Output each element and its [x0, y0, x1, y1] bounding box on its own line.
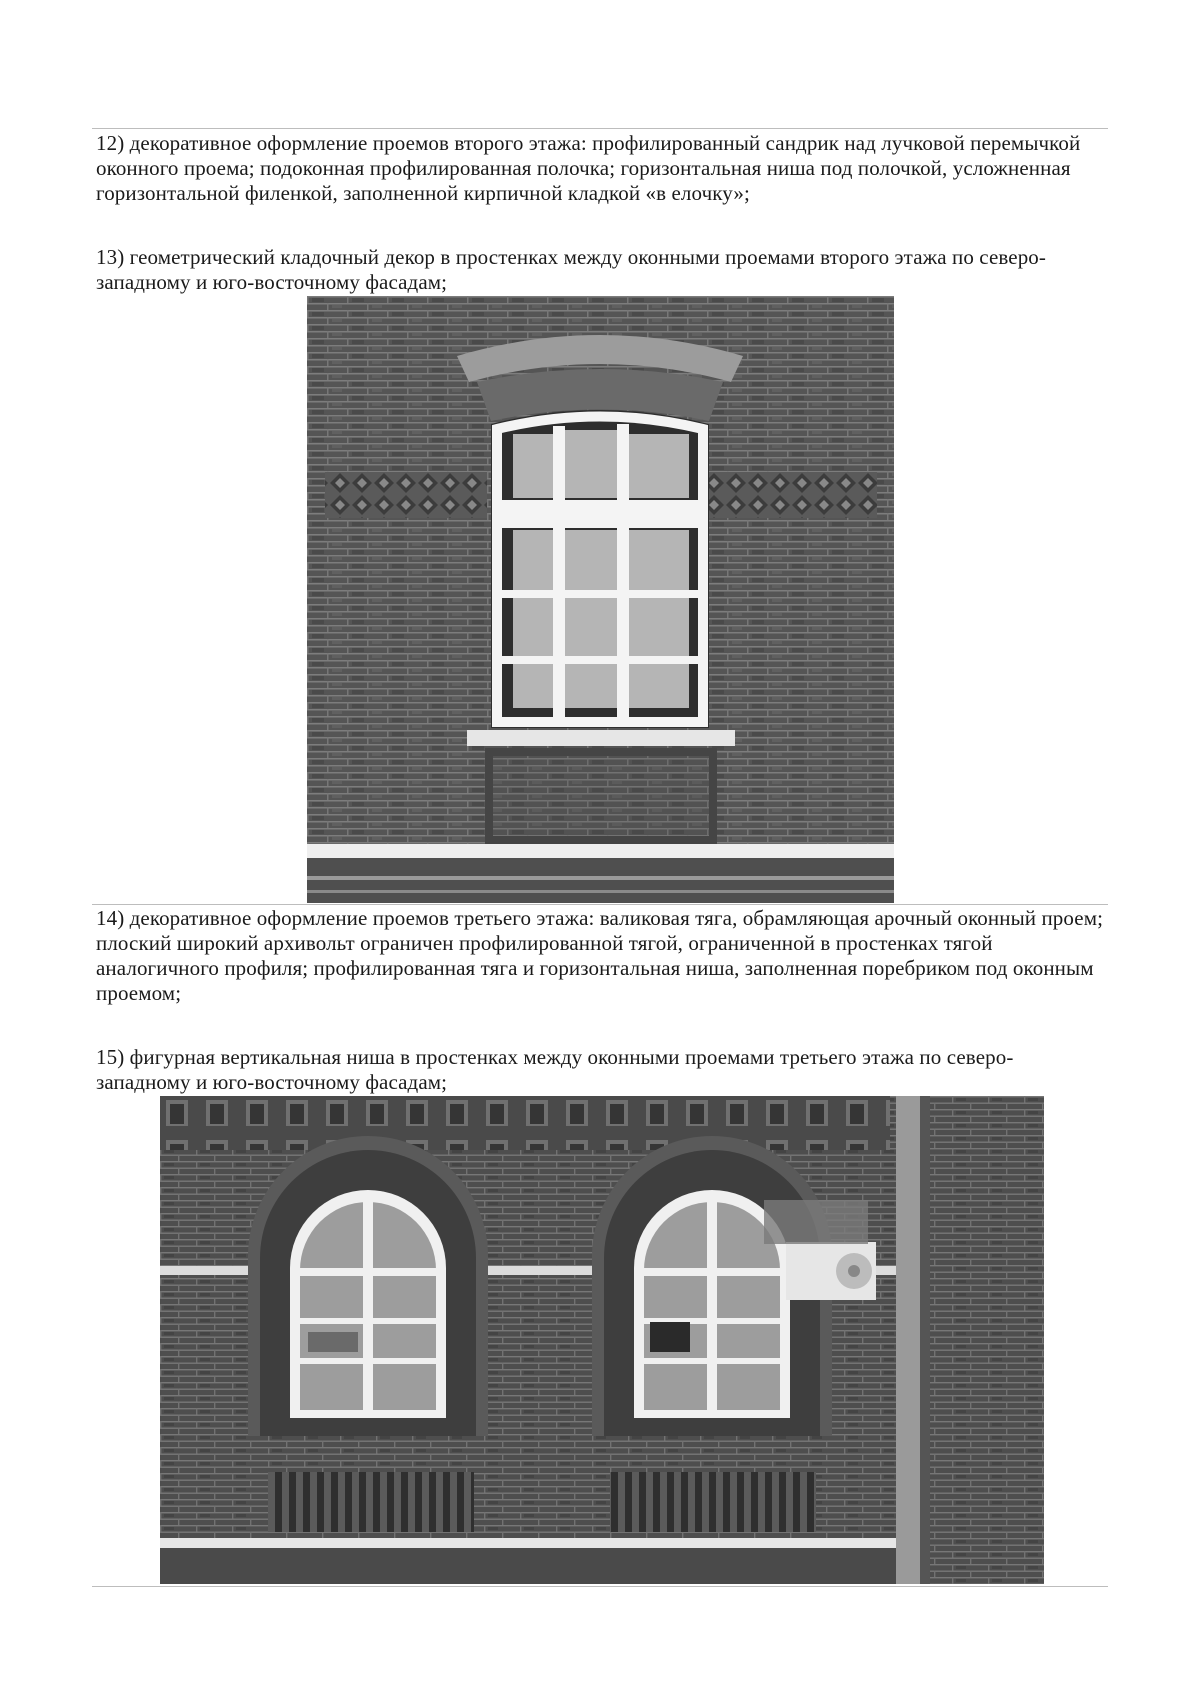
- middle-rule: [92, 904, 1108, 905]
- third-floor-windows-image: [160, 1096, 1044, 1584]
- item-14-paragraph: 14) декоративное оформление проемов третьего этажа: валиковая тяга, обрамляющая арочный оконный проем; плоский широкий архивольт ограничен профилированной тягой, ограниченной в простенках тягой аналогичного профиля; профилированная тяга и горизонтальная ниша, заполненная поребриком под оконным проемом;: [96, 906, 1104, 1005]
- item-12-paragraph: 12) декоративное оформление проемов второго этажа: профилированный сандрик над лучковой перемычкой оконного проема; подоконная профилированная полочка; горизонтальная ниша под полочкой, усложненная горизонтальной филенкой, заполненной кирпичной кладкой «в елочку»;: [96, 131, 1081, 205]
- second-floor-window-photo: [307, 296, 894, 903]
- second-floor-window-image: [307, 296, 894, 903]
- item-13-paragraph: 13) геометрический кладочный декор в простенках между оконными проемами второго этажа по северо-западному и юго-восточному фасадам;: [96, 245, 1046, 294]
- third-floor-windows-photo: [160, 1096, 1044, 1584]
- bottom-rule: [92, 1586, 1108, 1587]
- item-15-paragraph: 15) фигурная вертикальная ниша в простенках между оконными проемами третьего этажа по северо-западному и юго-восточному фасадам;: [96, 1045, 1014, 1094]
- top-rule: [92, 128, 1108, 129]
